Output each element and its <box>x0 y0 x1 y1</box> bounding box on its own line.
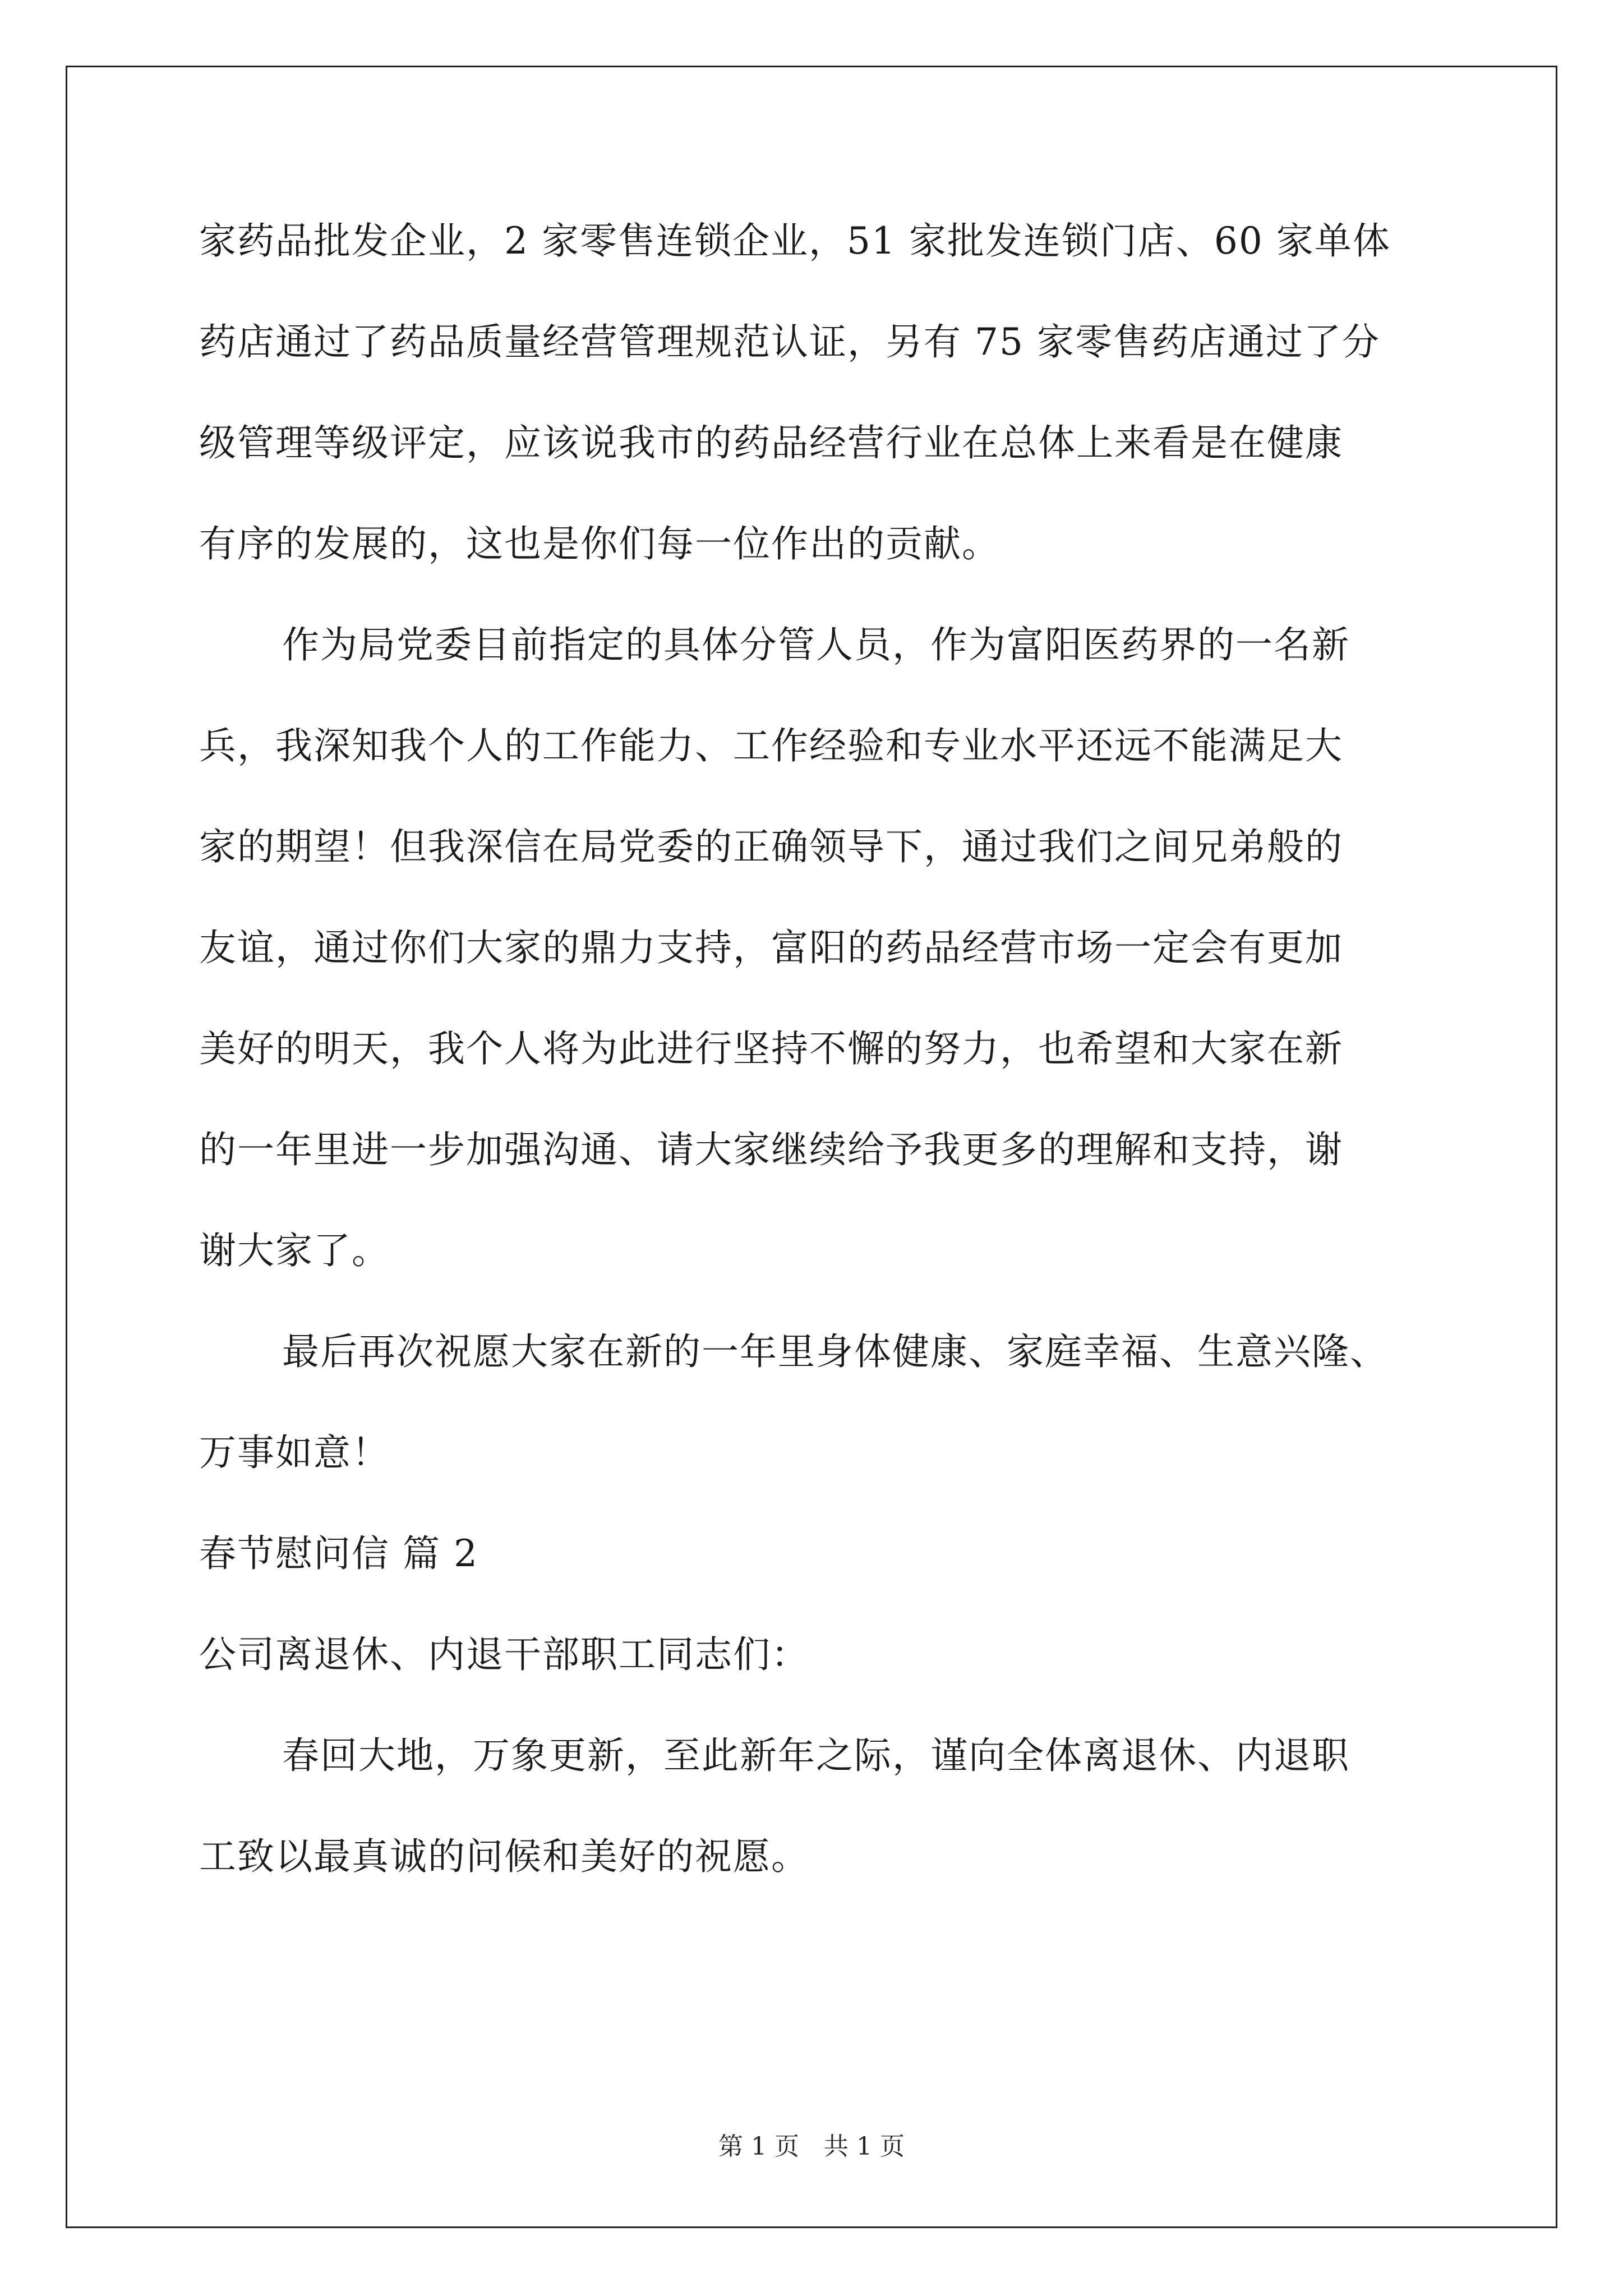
salutation: 公司离退休、内退干部职工同志们： <box>199 1633 809 1676</box>
body-line: 级管理等级评定，应该说我市的药品经营行业在总体上来看是在健康 <box>199 421 1343 464</box>
body-line: 万事如意！ <box>199 1431 390 1474</box>
paragraph-start: 春回大地，万象更新，至此新年之际，谨向全体离退休、内退职 <box>282 1734 1350 1777</box>
body-line: 谢大家了。 <box>199 1229 390 1272</box>
body-line: 兵，我深知我个人的工作能力、工作经验和专业水平还远不能满足大 <box>199 724 1343 767</box>
paragraph-start: 作为局党委目前指定的具体分管人员，作为富阳医药界的一名新 <box>282 623 1350 666</box>
body-line: 有序的发展的，这也是你们每一位作出的贡献。 <box>199 522 1000 565</box>
paragraph-start: 最后再次祝愿大家在新的一年里身体健康、家庭幸福、生意兴隆、 <box>282 1330 1388 1373</box>
section-heading: 春节慰问信 篇 2 <box>199 1532 478 1575</box>
body-line: 美好的明天，我个人将为此进行坚持不懈的努力，也希望和大家在新 <box>199 1027 1343 1070</box>
body-line: 友谊，通过你们大家的鼎力支持，富阳的药品经营市场一定会有更加 <box>199 926 1343 969</box>
body-line: 家药品批发企业，2 家零售连锁企业，51 家批发连锁门店、60 家单体 <box>199 219 1391 263</box>
body-line: 药店通过了药品质量经营管理规范认证，另有 75 家零售药店通过了分 <box>199 320 1380 364</box>
body-line: 的一年里进一步加强沟通、请大家继续给予我更多的理解和支持，谢 <box>199 1128 1343 1171</box>
page-footer: 第 1 页 共 1 页 <box>718 2132 905 2161</box>
body-line: 工致以最真诚的问候和美好的祝愿。 <box>199 1835 809 1878</box>
body-line: 家的期望！但我深信在局党委的正确领导下，通过我们之间兄弟般的 <box>199 825 1343 868</box>
